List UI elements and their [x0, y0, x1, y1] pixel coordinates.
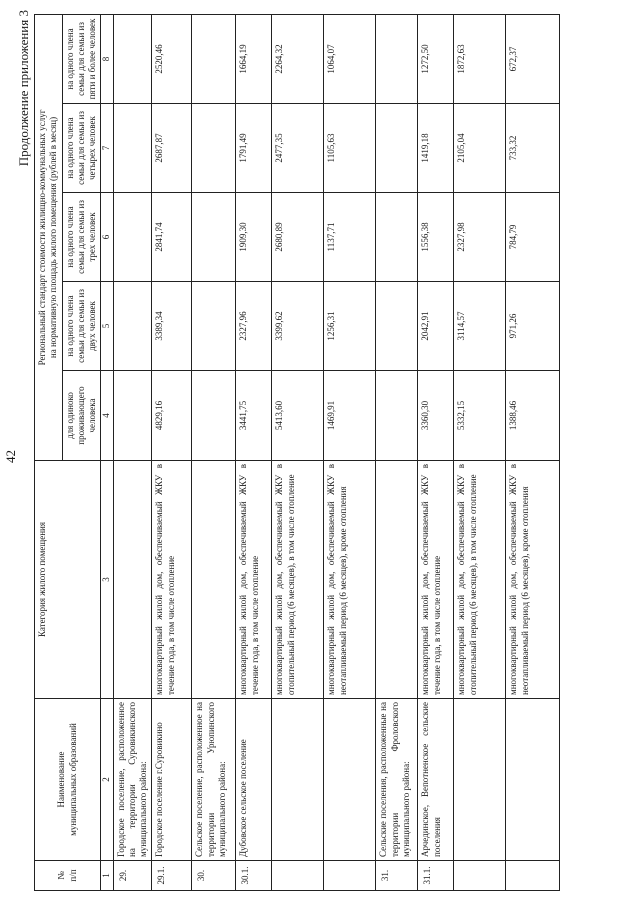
standard-value: 2477,35: [272, 104, 324, 193]
header-family-3: на одного члена семьи для семьи из трех человек: [62, 193, 101, 282]
header-group: Региональный стандарт стоимости жилищно-коммунальных услуг на нормативную площадь жилого помещения (рублей в месяц): [35, 14, 63, 460]
header-family-2: на одного члена семьи для семьи из двух человек: [62, 282, 101, 371]
housing-category: многоквартирный жилой дом, обеспечиваемый ЖКУ в течение года, в том числе отопление: [236, 461, 272, 699]
standard-value: 2841,74: [152, 193, 192, 282]
municipality-name: Арчединское, Вепотненское сельские поселения: [418, 699, 454, 861]
municipality-name: Сельские поселения, расположенные на территории Фроловского муниципального района:: [376, 699, 418, 861]
column-index: 4: [101, 371, 113, 461]
standard-value: 733,32: [506, 104, 560, 193]
standard-value: [113, 14, 152, 103]
row-number: 30.: [192, 861, 236, 891]
standard-value: [376, 193, 418, 282]
standard-value: 2520,46: [152, 14, 192, 103]
standard-value: 1272,50: [418, 14, 454, 103]
standard-value: 5413,60: [272, 371, 324, 461]
standard-value: [113, 193, 152, 282]
standard-value: 3399,62: [272, 282, 324, 371]
row-number: 31.1.: [418, 861, 454, 891]
housing-category: многоквартирный жилой дом, обеспечиваемый ЖКУ в отопительный период (6 месяцев), в том числе отопление: [272, 461, 324, 699]
row-number: [272, 861, 324, 891]
standard-value: 1256,31: [324, 282, 376, 371]
municipality-name: Городское поселение г.Суровикино: [152, 699, 192, 861]
standard-value: 4829,16: [152, 371, 192, 461]
column-index: 6: [101, 193, 113, 282]
housing-category: [192, 461, 236, 699]
standard-value: 2264,32: [272, 14, 324, 103]
standard-value: 3114,57: [454, 282, 506, 371]
row-number: 31.: [376, 861, 418, 891]
standard-value: [113, 282, 152, 371]
standard-value: 1664,19: [236, 14, 272, 103]
header-family-4: на одного члена семьи для семьи из четырех человек: [62, 104, 101, 193]
municipality-name: [272, 699, 324, 861]
standard-value: [113, 371, 152, 461]
housing-category: многоквартирный жилой дом, обеспечиваемый ЖКУ в отопительный период (6 месяцев), в том числе отопление: [454, 461, 506, 699]
standard-value: [192, 371, 236, 461]
table-row: [113, 14, 152, 890]
standard-value: [192, 104, 236, 193]
standard-value: 1469,91: [324, 371, 376, 461]
standard-value: 2105,04: [454, 104, 506, 193]
housing-category: многоквартирный жилой дом, обеспечиваемый ЖКУ в течение года, в том числе отопление: [152, 461, 192, 699]
row-number: [506, 861, 560, 891]
housing-category: многоквартирный жилой дом, обеспечиваемый ЖКУ в течение года, в том числе отопление: [418, 461, 454, 699]
header-family-5: на одного члена семьи для семьи из пяти и более человек: [62, 14, 101, 103]
standard-value: 2327,96: [236, 282, 272, 371]
header-category: Категория жилого помещения: [35, 461, 101, 699]
column-index: 2: [101, 699, 113, 861]
municipality-name: [506, 699, 560, 861]
standard-value: 1791,49: [236, 104, 272, 193]
header-single: для одиноко проживающего человека: [62, 371, 101, 461]
housing-category: многоквартирный жилой дом, обеспечиваемый ЖКУ в неотапливаемый период (6 месяцев), кроме отопления: [324, 461, 376, 699]
standard-value: 3360,30: [418, 371, 454, 461]
standard-value: 1556,38: [418, 193, 454, 282]
standard-value: 1137,71: [324, 193, 376, 282]
column-index: 8: [101, 14, 113, 103]
standard-value: [376, 14, 418, 103]
row-number: 29.: [113, 861, 152, 891]
standard-value: [113, 104, 152, 193]
header-num: № п/п: [35, 861, 101, 891]
table-row: [272, 14, 324, 890]
appendix-title: Продолжение приложения 3: [16, 10, 31, 167]
standard-value: 2327,98: [454, 193, 506, 282]
row-number: 30.1.: [236, 861, 272, 891]
table-row: [152, 14, 192, 890]
row-number: 29.1.: [152, 861, 192, 891]
standard-value: 2042,91: [418, 282, 454, 371]
standard-value: [376, 282, 418, 371]
standard-value: 1909,30: [236, 193, 272, 282]
municipality-name: Дубовское сельское поселение: [236, 699, 272, 861]
standard-value: 1064,07: [324, 14, 376, 103]
table-row: [376, 14, 418, 890]
standard-value: [376, 104, 418, 193]
row-number: [454, 861, 506, 891]
column-index: 1: [101, 861, 113, 891]
standard-value: 3441,75: [236, 371, 272, 461]
standard-value: [192, 193, 236, 282]
table-row: [324, 14, 376, 890]
standard-value: [192, 14, 236, 103]
table-row: [192, 14, 236, 890]
standard-value: 5332,15: [454, 371, 506, 461]
municipality-name: [324, 699, 376, 861]
standard-value: 1419,18: [418, 104, 454, 193]
standard-value: 784,79: [506, 193, 560, 282]
column-index: 3: [101, 461, 113, 699]
municipality-name: [454, 699, 506, 861]
header-municipality: Наименование муниципальных образований: [35, 699, 101, 861]
housing-category: [113, 461, 152, 699]
standard-value: 2680,89: [272, 193, 324, 282]
standard-value: [376, 371, 418, 461]
standard-value: 672,37: [506, 14, 560, 103]
page-number: 42: [3, 450, 18, 463]
row-number: [324, 861, 376, 891]
housing-category: [376, 461, 418, 699]
column-index: 7: [101, 104, 113, 193]
municipality-name: Сельское поселение, расположенное на территории Урюпинского муниципального района:: [192, 699, 236, 861]
municipality-name: Городское поселение, расположенное на территории Суровикинского муниципального района:: [113, 699, 152, 861]
standard-value: [192, 282, 236, 371]
table-row: [236, 14, 272, 890]
standard-value: 1105,63: [324, 104, 376, 193]
standard-value: 1872,63: [454, 14, 506, 103]
tariff-table: [34, 14, 560, 891]
standard-value: 1388,46: [506, 371, 560, 461]
table-row: [506, 14, 560, 890]
standard-value: 2687,87: [152, 104, 192, 193]
table-row: [454, 14, 506, 890]
column-index-row: [101, 14, 113, 890]
column-index: 5: [101, 282, 113, 371]
table-row: [418, 14, 454, 890]
standard-value: 3389,34: [152, 282, 192, 371]
housing-category: многоквартирный жилой дом, обеспечиваемый ЖКУ в неотапливаемый период (6 месяцев), кроме отопления: [506, 461, 560, 699]
standard-value: 971,26: [506, 282, 560, 371]
